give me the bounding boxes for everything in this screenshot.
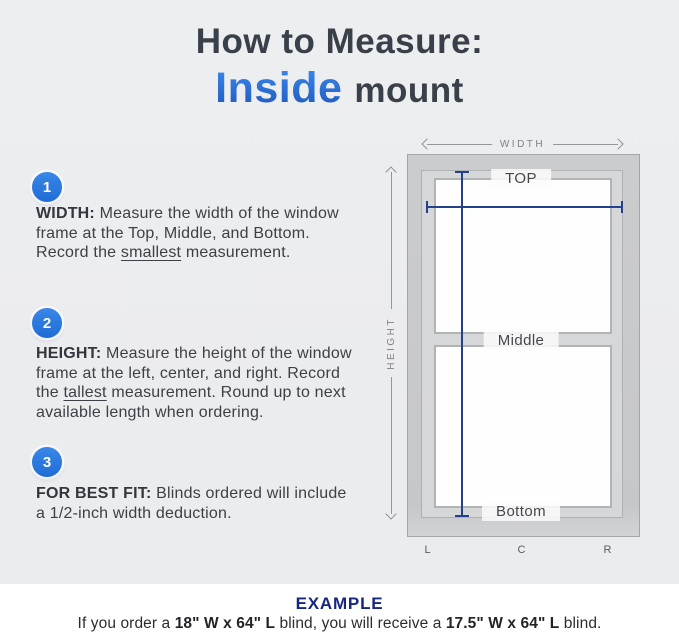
height-measure-line [461,172,463,517]
width-arrow-line-right [553,144,618,145]
example-text-2: blind, you will receive a [275,614,446,632]
label-middle: Middle [484,331,559,350]
width-arrow-label: WIDTH [499,138,546,150]
height-arrow [384,168,398,518]
step-3-text [36,484,354,523]
step-1-body-after: measurement. [181,244,291,261]
width-measure-cap-left [426,201,428,213]
example-bold-1: 18" W x 64" L [174,614,276,632]
step-2-badge: 2 [32,308,62,338]
example-heading: EXAMPLE [295,593,384,613]
step-2-lead: HEIGHT: [36,345,102,362]
arrow-up-icon [385,166,396,177]
height-measure-cap-top [455,171,469,173]
page-title [0,22,679,113]
step-3-body: Blinds ordered will include a 1/2-inch width deduction. [36,485,347,522]
label-top: TOP [491,169,551,188]
example-text-3: blind. [559,614,602,632]
step-2-text [36,344,354,422]
step-1-lead: WIDTH: [36,205,95,222]
title-rest-mount: mount [354,71,464,110]
step-1-underlined-word: smallest [120,244,182,261]
width-measure-line [427,206,622,208]
title-line1: How to Measure: [195,22,484,61]
width-arrow [423,137,622,151]
arrow-down-icon [385,508,396,519]
example-text-1: If you order a [77,614,175,632]
tick-center: C [517,544,527,556]
height-arrow-line-bottom [391,377,392,514]
label-bottom: Bottom [482,502,560,521]
title-accent-inside: Inside [215,64,343,112]
tick-right: R [603,544,613,556]
step-2-body: Measure the height of the window frame at the left, center, and right. Record the [36,345,352,401]
width-measure-cap-right [621,201,623,213]
height-arrow-label: HEIGHT [385,316,397,370]
title-line2 [0,64,679,113]
height-arrow-line-top [391,172,392,309]
arrow-right-icon [612,138,623,149]
step-3-badge: 3 [32,447,62,477]
arrow-left-icon [421,138,432,149]
height-measure-cap-bottom [455,515,469,517]
step-1-badge: 1 [32,172,62,202]
example-sentence [78,615,602,633]
example-footer [0,584,679,642]
example-bold-2: 17.5" W x 64" L [445,614,560,632]
tick-left: L [424,544,432,556]
step-2-body-after: measurement. Round up to next available length when ordering. [36,384,346,421]
step-1-body: Measure the width of the window frame at the Top, Middle, and Bottom. Record the [36,205,339,261]
step-1-text [36,204,354,263]
step-2-underlined-word: tallest [63,384,107,401]
width-arrow-line-left [427,144,492,145]
step-3-lead: FOR BEST FIT: [36,485,152,502]
